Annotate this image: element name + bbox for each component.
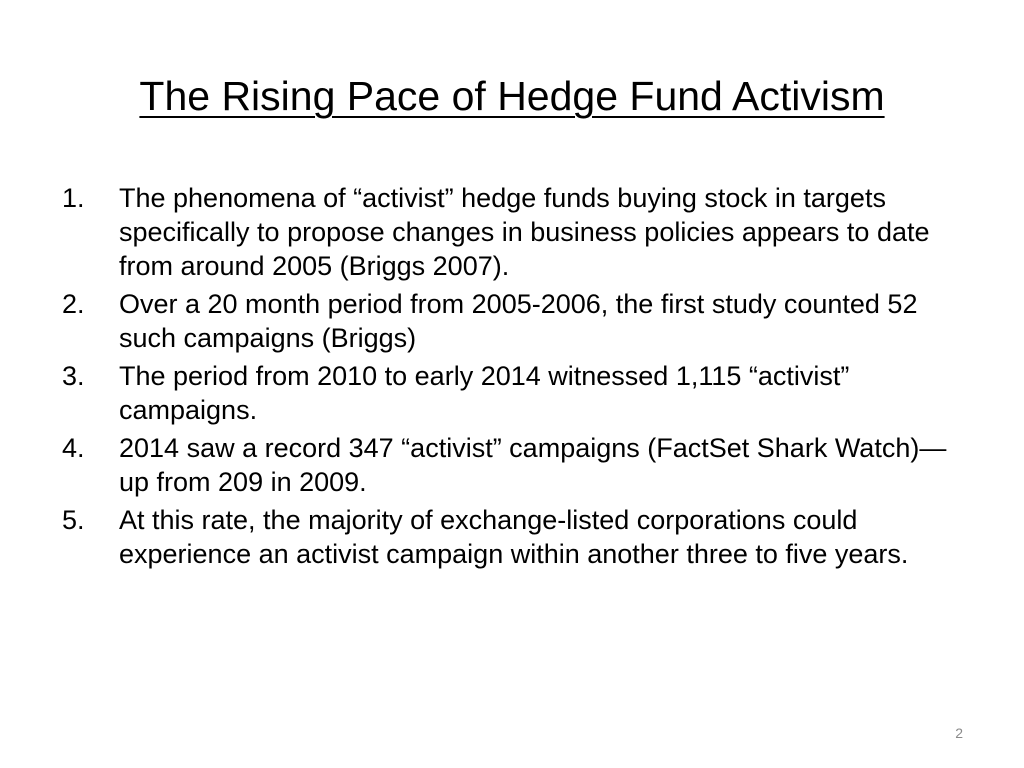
list-item-number: 4. [62,433,85,463]
page-number: 2 [955,725,963,741]
list-item-text: The phenomena of “activist” hedge funds buying stock in targets specifically to propose changes in business policies appears to date from around 2005 (Briggs 2007). [119,183,930,281]
slide-title: The Rising Pace of Hedge Fund Activism [139,73,885,119]
list-item [62,287,972,355]
list-item [62,181,972,283]
list-item-number: 1. [62,183,85,213]
list-item [62,359,972,427]
list-item [62,503,972,571]
list-item-text: 2014 saw a record 347 “activist” campaigns (FactSet Shark Watch)—up from 209 in 2009. [119,433,947,497]
list-item-text: At this rate, the majority of exchange-listed corporations could experience an activist campaign within another three to five years. [119,505,909,569]
list-item-number: 2. [62,289,85,319]
numbered-list [62,181,972,575]
list-item-text: Over a 20 month period from 2005-2006, the first study counted 52 such campaigns (Briggs) [119,289,918,353]
list-item [62,431,972,499]
list-item-number: 5. [62,505,85,535]
list-item-text: The period from 2010 to early 2014 witnessed 1,115 “activist” campaigns. [119,361,850,425]
list-item-number: 3. [62,361,85,391]
